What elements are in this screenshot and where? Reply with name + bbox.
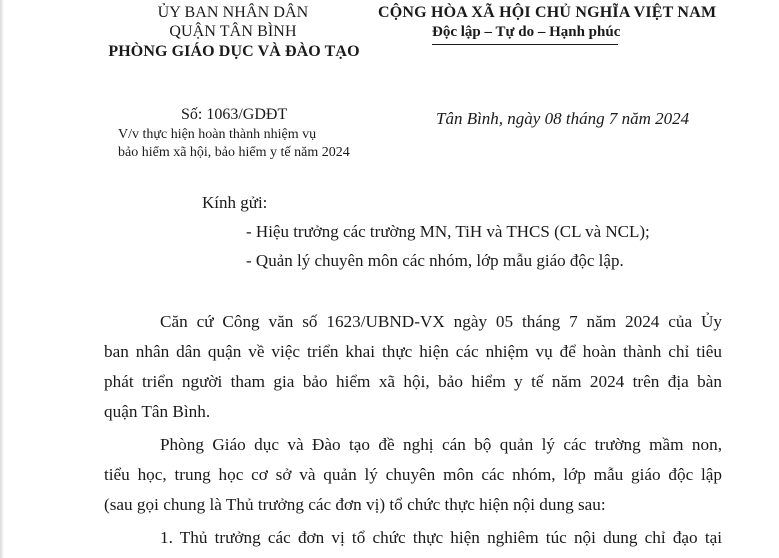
document-date: Tân Bình, ngày 08 tháng 7 năm 2024	[436, 109, 690, 128]
body-line: 1. Thủ trưởng các đơn vị tổ chức thực hiện nghiêm túc nội dung chỉ đạo tại	[160, 528, 722, 547]
body-line: ban nhân dân quận về việc triển khai thực hiện các nhiệm vụ để hoàn thành chỉ tiêu	[104, 342, 722, 361]
recipients-greeting: Kính gửi:	[202, 193, 268, 212]
scan-edge-shadow	[0, 0, 4, 558]
issuer-line-2: QUẬN TÂN BÌNH	[169, 23, 297, 40]
document-subject-line-2: bảo hiểm xã hội, bảo hiểm y tế năm 2024	[118, 145, 350, 160]
national-title: CỘNG HÒA XÃ HỘI CHỦ NGHĨA VIỆT NAM	[378, 4, 717, 21]
body-line: phát triển người tham gia bảo hiểm xã hội, bảo hiểm y tế năm 2024 trên địa bàn	[104, 372, 722, 391]
body-line: Căn cứ Công văn số 1623/UBND-VX ngày 05 tháng 7 năm 2024 của Ủy	[160, 312, 722, 331]
body-line: Phòng Giáo dục và Đào tạo đề nghị cán bộ quản lý các trường mầm non,	[160, 435, 722, 454]
motto-underline	[432, 44, 618, 45]
national-motto: Độc lập – Tự do – Hạnh phúc	[432, 24, 621, 40]
body-line: quận Tân Bình.	[104, 402, 211, 421]
body-line: (sau gọi chung là Thủ trưởng các đơn vị) tổ chức thực hiện nội dung sau:	[104, 495, 606, 514]
body-line: tiểu học, trung học cơ sở và quản lý chuyên môn các nhóm, lớp mẫu giáo độc lập	[104, 465, 722, 484]
issuer-line-1: ỦY BAN NHÂN DÂN	[157, 4, 309, 21]
issuer-line-3: PHÒNG GIÁO DỤC VÀ ĐÀO TẠO	[108, 43, 360, 60]
document-number: Số: 1063/GDĐT	[181, 106, 288, 123]
document-subject-line-1: V/v thực hiện hoàn thành nhiệm vụ	[118, 127, 317, 142]
body-paragraph-1	[104, 307, 722, 427]
recipient-item: - Quản lý chuyên môn các nhóm, lớp mẫu giáo độc lập.	[246, 251, 624, 270]
recipient-item: - Hiệu trưởng các trường MN, TiH và THCS (CL và NCL);	[246, 222, 650, 241]
body-paragraph-2	[104, 430, 722, 520]
body-paragraph-3	[104, 523, 722, 553]
